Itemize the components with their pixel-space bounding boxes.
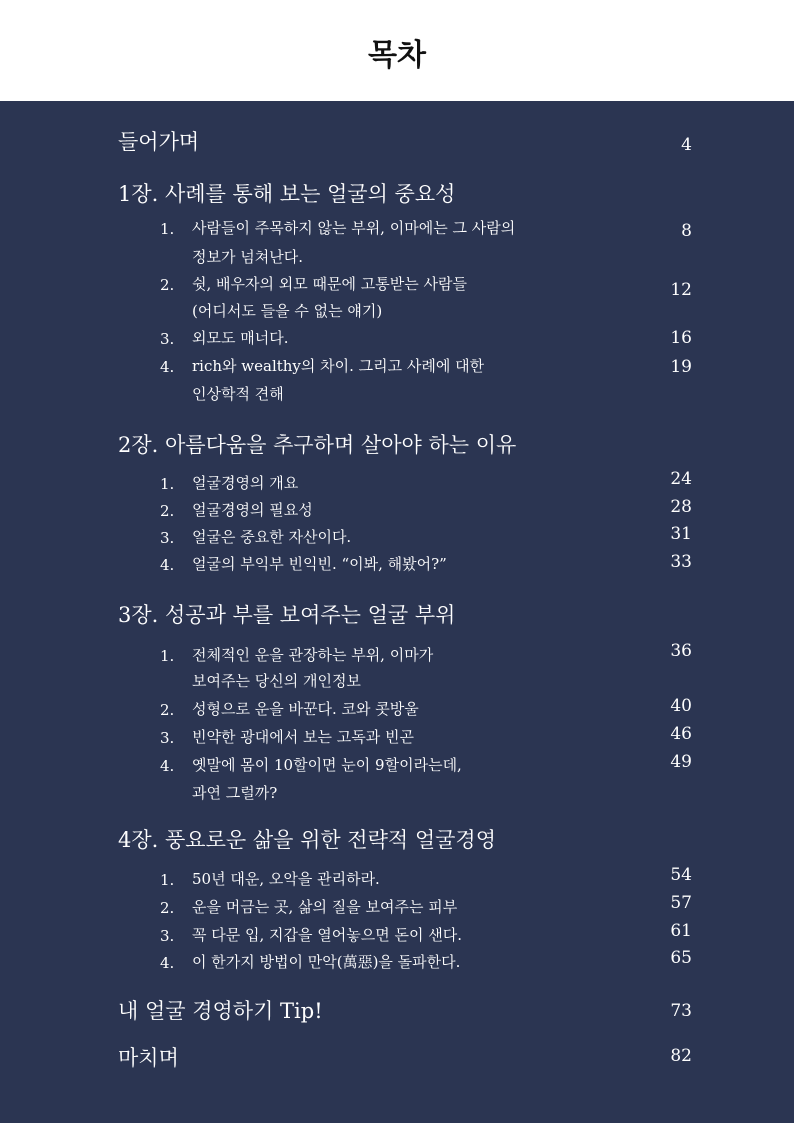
item-line: 운을 머금는 곳, 삶의 질을 보여주는 피부 <box>192 898 458 916</box>
item-index: 2. <box>160 899 175 917</box>
item-page-number: 8 <box>681 221 692 241</box>
item-line: 성형으로 운을 바꾼다. 코와 콧방울 <box>192 700 419 718</box>
item-page-number: 31 <box>670 524 692 544</box>
item-page-number: 28 <box>670 497 692 517</box>
chapter-title[interactable]: 3장. 성공과 부를 보여주는 얼굴 부위 <box>118 603 456 627</box>
item-line: (어디서도 들을 수 없는 얘기) <box>192 302 383 320</box>
item-line: 얼굴경영의 개요 <box>192 474 299 492</box>
item-index: 4. <box>160 757 175 775</box>
item-line: 이 한가지 방법이 만악(萬惡)을 돌파한다. <box>192 953 461 971</box>
item-page-number: 57 <box>670 893 692 913</box>
item-index: 3. <box>160 729 175 747</box>
item-page-number: 12 <box>670 280 692 300</box>
item-line: 꼭 다문 입, 지갑을 열어놓으면 돈이 샌다. <box>192 926 462 944</box>
item-page-number: 24 <box>670 469 692 489</box>
item-index: 3. <box>160 330 175 348</box>
item-index: 2. <box>160 502 175 520</box>
item-line: 50년 대운, 오악을 관리하라. <box>192 870 380 888</box>
item-line: 빈약한 광대에서 보는 고독과 빈곤 <box>192 728 414 746</box>
item-index: 2. <box>160 701 175 719</box>
tip-page-number: 73 <box>670 1001 692 1021</box>
item-line: 외모도 매너다. <box>192 329 289 347</box>
item-index: 3. <box>160 927 175 945</box>
outro-page-number: 82 <box>670 1046 692 1066</box>
item-page-number: 54 <box>670 865 692 885</box>
item-index: 4. <box>160 556 175 574</box>
item-line: 사람들이 주목하지 않는 부위, 이마에는 그 사람의 <box>192 219 516 237</box>
chapter-title[interactable]: 2장. 아름다움을 추구하며 살아야 하는 이유 <box>118 433 517 457</box>
item-page-number: 19 <box>670 357 692 377</box>
item-page-number: 65 <box>670 948 692 968</box>
item-index: 2. <box>160 276 175 294</box>
intro-title: 들어가며 <box>118 130 200 154</box>
item-page-number: 33 <box>670 552 692 572</box>
intro-page-number: 4 <box>681 135 692 155</box>
item-index: 3. <box>160 529 175 547</box>
item-index: 1. <box>160 871 175 889</box>
item-line: 쉿, 배우자의 외모 때문에 고통받는 사람들 <box>192 275 467 293</box>
title-band <box>0 0 794 101</box>
item-index: 1. <box>160 220 175 238</box>
item-page-number: 16 <box>670 328 692 348</box>
item-index: 1. <box>160 647 175 665</box>
item-line: 얼굴의 부익부 빈익빈. “이봐, 해봤어?” <box>192 555 447 573</box>
item-line: 정보가 넘쳐난다. <box>192 248 303 266</box>
item-index: 4. <box>160 954 175 972</box>
item-line: 보여주는 당신의 개인정보 <box>192 672 361 690</box>
outro-title: 마치며 <box>118 1046 179 1070</box>
chapter-title[interactable]: 1장. 사례를 통해 보는 얼굴의 중요성 <box>118 182 456 206</box>
item-page-number: 36 <box>670 641 692 661</box>
item-line: 과연 그럴까? <box>192 784 278 802</box>
item-line: 옛말에 몸이 10할이면 눈이 9할이라는데, <box>192 756 462 774</box>
toc-panel <box>0 101 794 1123</box>
item-line: 얼굴은 중요한 자산이다. <box>192 528 352 546</box>
item-index: 1. <box>160 475 175 493</box>
page-title: 목차 <box>368 38 426 73</box>
item-line: rich와 wealthy의 차이. 그리고 사례에 대한 <box>192 357 485 375</box>
item-line: 전체적인 운을 관장하는 부위, 이마가 <box>192 646 434 664</box>
item-index: 4. <box>160 358 175 376</box>
chapter-title[interactable]: 4장. 풍요로운 삶을 위한 전략적 얼굴경영 <box>118 828 496 852</box>
item-line: 인상학적 견해 <box>192 385 284 403</box>
item-page-number: 61 <box>670 921 692 941</box>
item-line: 얼굴경영의 필요성 <box>192 501 313 519</box>
item-page-number: 46 <box>670 724 692 744</box>
item-page-number: 49 <box>670 752 692 772</box>
item-page-number: 40 <box>670 696 692 716</box>
tip-title: 내 얼굴 경영하기 Tip! <box>118 999 323 1023</box>
